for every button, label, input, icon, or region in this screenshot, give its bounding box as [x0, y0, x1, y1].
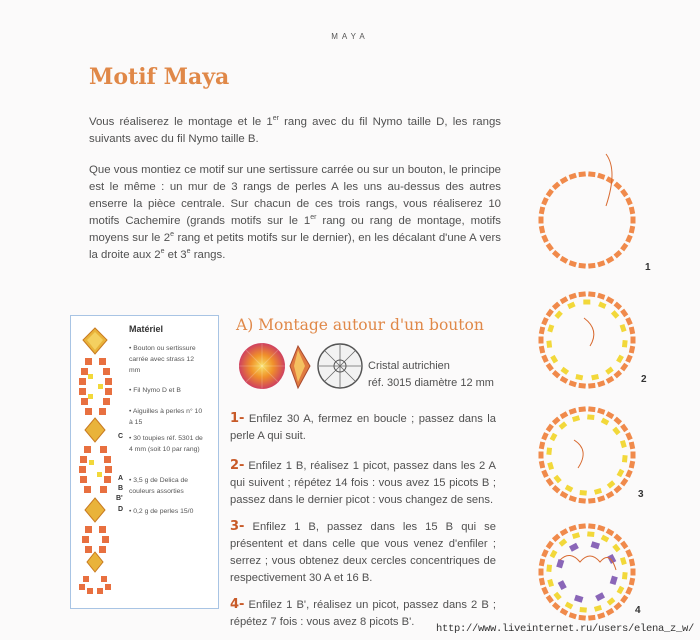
material-label-b: B	[118, 485, 124, 492]
bead-a	[546, 309, 554, 318]
material-label-d: D	[118, 506, 124, 513]
bead-a	[552, 370, 561, 378]
bead-b	[620, 324, 627, 332]
bead-a	[541, 354, 548, 362]
bead-a	[629, 226, 635, 234]
bead-a	[552, 602, 561, 610]
bead-a	[629, 558, 635, 566]
bead-a	[620, 424, 628, 433]
bead-a	[578, 383, 585, 389]
material-item-needles: • Aiguilles à perles n° 10 à 15	[129, 408, 203, 426]
bead-b	[587, 414, 594, 420]
bead-a	[578, 523, 585, 529]
bead-a	[625, 586, 632, 594]
bead-a	[629, 206, 635, 214]
diagram-number-1: 1	[645, 262, 651, 273]
bead-a	[560, 376, 569, 384]
bead-b	[594, 605, 602, 612]
bead-a	[560, 491, 569, 499]
bead-a	[625, 432, 632, 440]
bead-a	[552, 534, 561, 542]
bead-a	[620, 595, 628, 604]
bead-a	[569, 525, 577, 532]
bead-b	[547, 324, 554, 332]
bead-a	[541, 549, 548, 557]
bead-b	[553, 475, 561, 484]
diagram-2	[539, 291, 636, 388]
bead-a	[588, 523, 595, 529]
bead-b	[587, 531, 594, 537]
bead-b	[622, 340, 628, 347]
source-url: http://www.liveinternet.ru/users/elena_z_w/	[436, 623, 695, 635]
bead-a	[629, 461, 635, 469]
bead-b	[598, 302, 606, 309]
bead-b	[572, 532, 580, 539]
bead-a	[597, 380, 605, 387]
bead-b	[561, 367, 570, 375]
bead-a	[569, 408, 577, 415]
material-item-toupies: • 30 toupies réf. 5301 de 4 mm (soit 10 par rang)	[129, 435, 203, 453]
bead-a	[541, 234, 548, 242]
bead-a	[614, 534, 623, 542]
bead-b	[620, 440, 627, 448]
bead-a	[614, 370, 623, 378]
bead-a	[541, 317, 548, 325]
bead-b	[616, 355, 624, 364]
bead-a	[578, 171, 585, 177]
bead-b	[612, 544, 620, 553]
bead-a	[541, 432, 548, 440]
bead-b	[546, 340, 552, 348]
material-label-c: C	[118, 433, 124, 440]
bead-a	[614, 485, 623, 493]
bead-a	[614, 302, 623, 310]
bead-b-prime	[556, 559, 564, 568]
bead-diagrams	[530, 150, 650, 640]
bead-a	[631, 569, 636, 576]
bead-a	[606, 608, 615, 616]
bead-a	[588, 171, 595, 177]
bead-a	[625, 549, 632, 557]
bead-a	[629, 346, 635, 354]
bead-a	[569, 380, 577, 387]
bead-a	[546, 363, 554, 372]
bead-a	[539, 206, 545, 214]
running-header: MAYA	[331, 32, 369, 41]
diagram-number-4: 4	[635, 605, 641, 616]
bead-a	[620, 541, 628, 550]
bead-a	[597, 612, 605, 619]
thread-path	[574, 440, 583, 468]
material-label-a: A	[118, 475, 124, 482]
bead-a	[539, 217, 544, 224]
bead-a	[606, 256, 615, 264]
bead-a	[597, 525, 605, 532]
bead-b-prime	[591, 541, 600, 549]
page-title: Motif Maya	[89, 64, 230, 90]
material-label-b-prime: B'	[116, 495, 123, 502]
bead-b	[575, 374, 583, 380]
bead-a	[606, 491, 615, 499]
bead-a	[597, 495, 605, 502]
bead-a	[552, 485, 561, 493]
bead-a	[569, 173, 577, 180]
bead-b	[550, 550, 558, 559]
bead-a	[597, 260, 605, 267]
bead-a	[578, 615, 585, 621]
bead-a	[569, 612, 577, 619]
bead-a	[560, 411, 569, 419]
bead-a	[606, 296, 615, 304]
bead-b	[617, 469, 625, 478]
bead-a	[541, 586, 548, 594]
bead-a	[539, 226, 545, 234]
bead-a	[625, 317, 632, 325]
bead-b	[591, 374, 599, 380]
bead-a	[539, 326, 545, 334]
intro-paragraph-2: Que vous montiez ce motif sur une sertissure carrée ou sur un bouton, le principe est le même : un mur de 3 rangs de perles A les uns au-dessus des autres enserre la pièce centrale. Sur chacun de ces trois rangs, vous réaliserez 10 motifs Cachemire (grands motifs sur le 1er rang ou rang de montage, motifs moyens sur le 2e rang et petits motifs sur le dernier), en les décalant d'une A vers la droite aux 2e et 3e rangs.	[89, 164, 501, 261]
bead-a	[546, 243, 554, 252]
bead-b	[554, 310, 562, 319]
bead-b	[607, 597, 616, 605]
bead-a	[625, 354, 632, 362]
bead-a	[539, 441, 545, 449]
bead-a	[597, 408, 605, 415]
bead-b	[579, 607, 586, 613]
bead-a	[560, 256, 569, 264]
bead-a	[606, 528, 615, 536]
bead-a	[539, 346, 545, 354]
bead-a	[578, 498, 585, 504]
diagram-3	[539, 406, 636, 503]
bead-a	[606, 176, 615, 184]
bead-b	[565, 485, 574, 493]
bead-b	[546, 564, 552, 571]
step-1: 1- Enfilez 30 A, fermez en boucle ; passez dans la perle A qui suit.	[230, 411, 496, 442]
bead-b	[622, 572, 628, 579]
bead-b-prime	[558, 580, 567, 590]
bead-a	[541, 469, 548, 477]
bead-b	[611, 310, 619, 319]
bead-a	[629, 326, 635, 334]
crystal-caption-line-1: Cristal autrichien	[368, 360, 450, 372]
step-3: 3- Enfilez 1 B, passez dans les 15 B qui se présentent et dans celle que vous venez d'enfiler ; serrez ; vous obtenez deux cercles concentriques de respectivement 30 A et 16 B.	[230, 519, 496, 584]
bead-b	[622, 455, 628, 462]
bead-a	[539, 578, 545, 586]
bead-a	[625, 234, 632, 242]
bead-a	[614, 250, 623, 258]
bead-a	[578, 406, 585, 412]
material-item-seed-beads: • 0,2 g de perles 15/0	[129, 508, 194, 515]
bead-b	[559, 538, 568, 546]
bead-b	[617, 586, 625, 595]
bead-a	[625, 469, 632, 477]
bead-b	[620, 557, 627, 565]
bead-a	[546, 478, 554, 487]
bead-a	[569, 260, 577, 267]
diagram-1	[539, 154, 636, 269]
bead-a	[629, 441, 635, 449]
bead-a	[625, 197, 632, 205]
bead-b-prime	[595, 592, 605, 601]
bead-a	[552, 302, 561, 310]
bead-a	[614, 602, 623, 610]
bead-b	[546, 447, 552, 454]
bead-b	[547, 462, 554, 470]
bead-b	[559, 421, 568, 429]
bead-a	[546, 595, 554, 604]
step-4: 4- Enfilez 1 B', réalisez un picot, passez dans 2 B ; répétez 7 fois : vous avez 8 picots B'.	[230, 597, 496, 628]
bead-a	[569, 495, 577, 502]
bead-b	[550, 355, 558, 364]
bead-b	[583, 299, 590, 304]
bead-a	[620, 189, 628, 198]
motif-illustration	[75, 326, 123, 601]
bead-b-prime	[610, 576, 618, 585]
bead-a	[620, 309, 628, 318]
bead-b-prime	[574, 595, 583, 603]
bead-b	[594, 488, 602, 495]
bead-a	[620, 243, 628, 252]
bead-a	[631, 217, 636, 224]
bead-a	[597, 293, 605, 300]
bead-b	[601, 535, 610, 543]
bead-b	[567, 302, 575, 309]
bead-a	[539, 337, 544, 344]
bead-a	[560, 296, 569, 304]
bead-b	[601, 418, 610, 426]
bead-a	[614, 182, 623, 190]
bead-b	[579, 490, 586, 496]
bead-a	[569, 293, 577, 300]
diagram-4	[539, 523, 636, 620]
bead-b	[550, 433, 558, 442]
bead-b	[565, 602, 574, 610]
bead-a	[588, 383, 595, 389]
bead-a	[560, 608, 569, 616]
bead-a	[539, 452, 544, 459]
bead-a	[560, 176, 569, 184]
crystal-caption-line-2: réf. 3015 diamètre 12 mm	[368, 377, 494, 389]
intro-paragraph-1: Vous réaliserez le montage et le 1er rang avec du fil Nymo taille D, les rangs suivants avec du fil Nymo taille B.	[89, 115, 501, 145]
bead-a	[631, 452, 636, 459]
bead-a	[546, 541, 554, 550]
bead-a	[606, 411, 615, 419]
step-2: 2- Enfilez 1 B, réalisez 1 picot, passez dans les 2 A qui suivent ; répétez 14 fois : vous avez 15 picots B ; passez dans le dernier picot : vous changez de sens.	[230, 458, 496, 506]
diagram-number-3: 3	[638, 489, 644, 500]
material-item-button: • Bouton ou sertissure carrée avec strass 12 mm	[129, 345, 196, 374]
bead-a	[588, 406, 595, 412]
bead-b-prime	[607, 554, 616, 564]
bead-a	[620, 363, 628, 372]
bead-a	[606, 376, 615, 384]
bead-b	[607, 480, 616, 488]
material-item-delica: • 3,5 g de Delica de couleurs assorties	[129, 477, 189, 495]
bead-a	[552, 182, 561, 190]
thread-path	[584, 318, 594, 346]
bead-a	[541, 197, 548, 205]
bead-a	[588, 498, 595, 504]
thread-path	[560, 555, 616, 570]
bead-a	[546, 189, 554, 198]
bead-b	[612, 427, 620, 436]
material-item-thread: • Fil Nymo D et B	[129, 387, 181, 394]
bead-b	[605, 367, 614, 375]
crystal-caption	[368, 358, 494, 392]
bead-b	[547, 579, 554, 587]
section-title: A) Montage autour d'un bouton	[236, 316, 484, 334]
bead-a	[539, 569, 544, 576]
crystal-illustration	[238, 340, 366, 392]
bead-a	[539, 461, 545, 469]
diagram-number-2: 2	[641, 374, 647, 385]
bead-a	[578, 291, 585, 297]
bead-b-prime	[569, 543, 579, 552]
bead-b	[553, 592, 561, 601]
bead-a	[631, 337, 636, 344]
bead-a	[578, 263, 585, 269]
material-title: Matériel	[129, 324, 164, 334]
bead-a	[629, 578, 635, 586]
material-box	[70, 315, 219, 609]
bead-a	[620, 478, 628, 487]
bead-a	[588, 263, 595, 269]
bead-a	[552, 250, 561, 258]
bead-a	[546, 424, 554, 433]
bead-a	[614, 417, 623, 425]
bead-a	[560, 528, 569, 536]
bead-b	[572, 415, 580, 422]
bead-a	[588, 615, 595, 621]
bead-a	[597, 173, 605, 180]
bead-a	[552, 417, 561, 425]
bead-a	[588, 291, 595, 297]
bead-a	[539, 558, 545, 566]
